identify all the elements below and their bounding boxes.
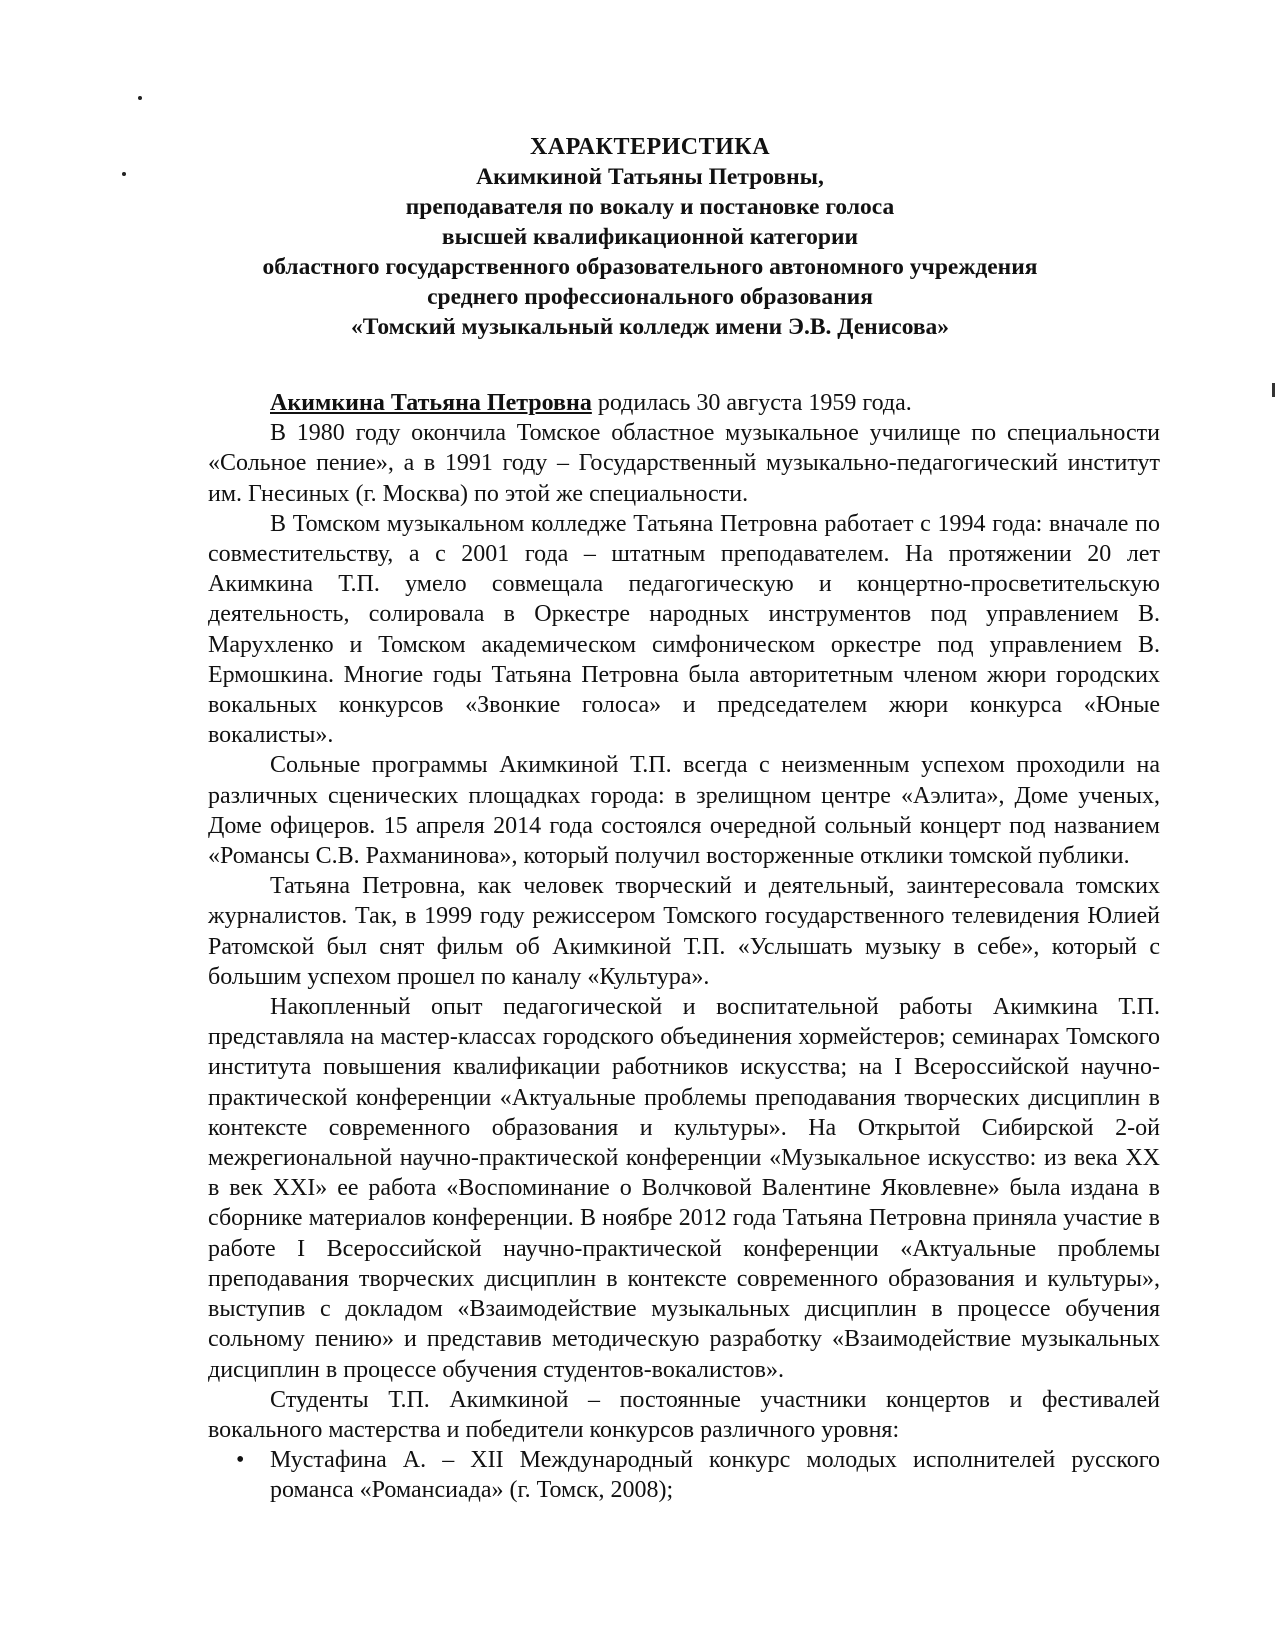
bullet-icon: • — [236, 1447, 245, 1474]
document-title: ХАРАКТЕРИСТИКА — [529, 134, 771, 160]
header-person-name: Акимкиной Татьяны Петровны, — [476, 164, 824, 190]
paragraph-career: В Томском музыкальном колледже Татьяна Петровна работает с 1994 года: вначале по совместительству, а с 2001 года – штатным преподавателем. На протяжении 20 лет Акимкина Т.П. умело совмещала педагогическую и концертно-просветительскую деятельность, солировала в Оркестре народных инструментов под управлением В. Марухленко и Томском академическом симфоническом оркестре под управлением В. Ермошкина. Многие годы Татьяна Петровна была авторитетным членом жюри городских вокальных конкурсов «Звонкие голоса» и председателем жюри конкурса «Юные вокалисты». — [208, 510, 1160, 749]
paragraph-students: Студенты Т.П. Акимкиной – постоянные участники концертов и фестивалей вокального мастерства и победители конкурсов различного уровня: — [208, 1386, 1160, 1443]
birth-date-text: родилась 30 августа 1959 года. — [591, 390, 912, 416]
document-header — [190, 132, 1110, 342]
scan-speck — [138, 96, 142, 100]
person-name-underlined: Акимкина Татьяна Петровна — [270, 390, 592, 416]
scan-speck — [122, 172, 126, 176]
header-institution-name: «Томский музыкальный колледж имени Э.В. Денисова» — [350, 314, 950, 340]
document-body — [208, 388, 1160, 1506]
header-institution-type: областного государственного образовательного автономного учреждения — [262, 254, 1038, 280]
list-item-text: Мустафина А. – XII Международный конкурс молодых исполнителей русского романса «Романсиада» (г. Томск, 2008); — [270, 1447, 1160, 1504]
paragraph-film: Татьяна Петровна, как человек творческий и деятельный, заинтересовала томских журналистов. Так, в 1999 году режиссером Томского государственного телевидения Юлией Ратомской был снят фильм об Акимкиной Т.П. «Услышать музыку в себе», который с большим успехом прошел по каналу «Культура». — [208, 873, 1160, 990]
paragraph-conferences: Накопленный опыт педагогической и воспитательной работы Акимкина Т.П. представляла на мастер-классах городского объединения хормейстеров; семинарах Томского института повышения квалификации работников искусства; на I Всероссийской научно-практической конференции «Актуальные проблемы преподавания творческих дисциплин в контексте современного образования и культуры». На Открытой Сибирской 2-ой межрегиональной научно-практической конференции «Музыкальное искусство: из века XX в век XXI» ее работа «Воспоминание о Волчковой Валентине Яковлевне» была издана в сборнике материалов конференции. В ноябре 2012 года Татьяна Петровна приняла участие в работе I Всероссийской научно-практической конференции «Актуальные проблемы преподавания творческих дисциплин в контексте современного образования и культуры», выступив с докладом «Взаимодействие музыкальных дисциплин в процессе обучения сольному пению» и представив методическую разработку «Взаимодействие музыкальных дисциплин в процессе обучения студентов-вокалистов». — [208, 994, 1160, 1383]
list-item — [208, 1445, 1160, 1505]
paragraph-education: В 1980 году окончила Томское областное музыкальное училище по специальности «Сольное пение», а в 1991 году – Государственный музыкально-педагогический институт им. Гнесиных (г. Москва) по этой же специальности. — [208, 420, 1160, 507]
paragraph-concerts: Сольные программы Акимкиной Т.П. всегда с неизменным успехом проходили на различных сценических площадках города: в зрелищном центре «Аэлита», Доме ученых, Доме офицеров. 15 апреля 2014 года состоялся очередной сольный концерт под названием «Романсы С.В. Рахманинова», который получил восторженные отклики томской публики. — [208, 752, 1160, 870]
students-list — [208, 1445, 1160, 1505]
header-category: высшей квалификационной категории — [441, 224, 859, 250]
header-position: преподавателя по вокалу и постановке голоса — [405, 194, 895, 220]
header-education-level: среднего профессионального образования — [427, 284, 873, 310]
paragraph-birth — [208, 388, 1160, 418]
